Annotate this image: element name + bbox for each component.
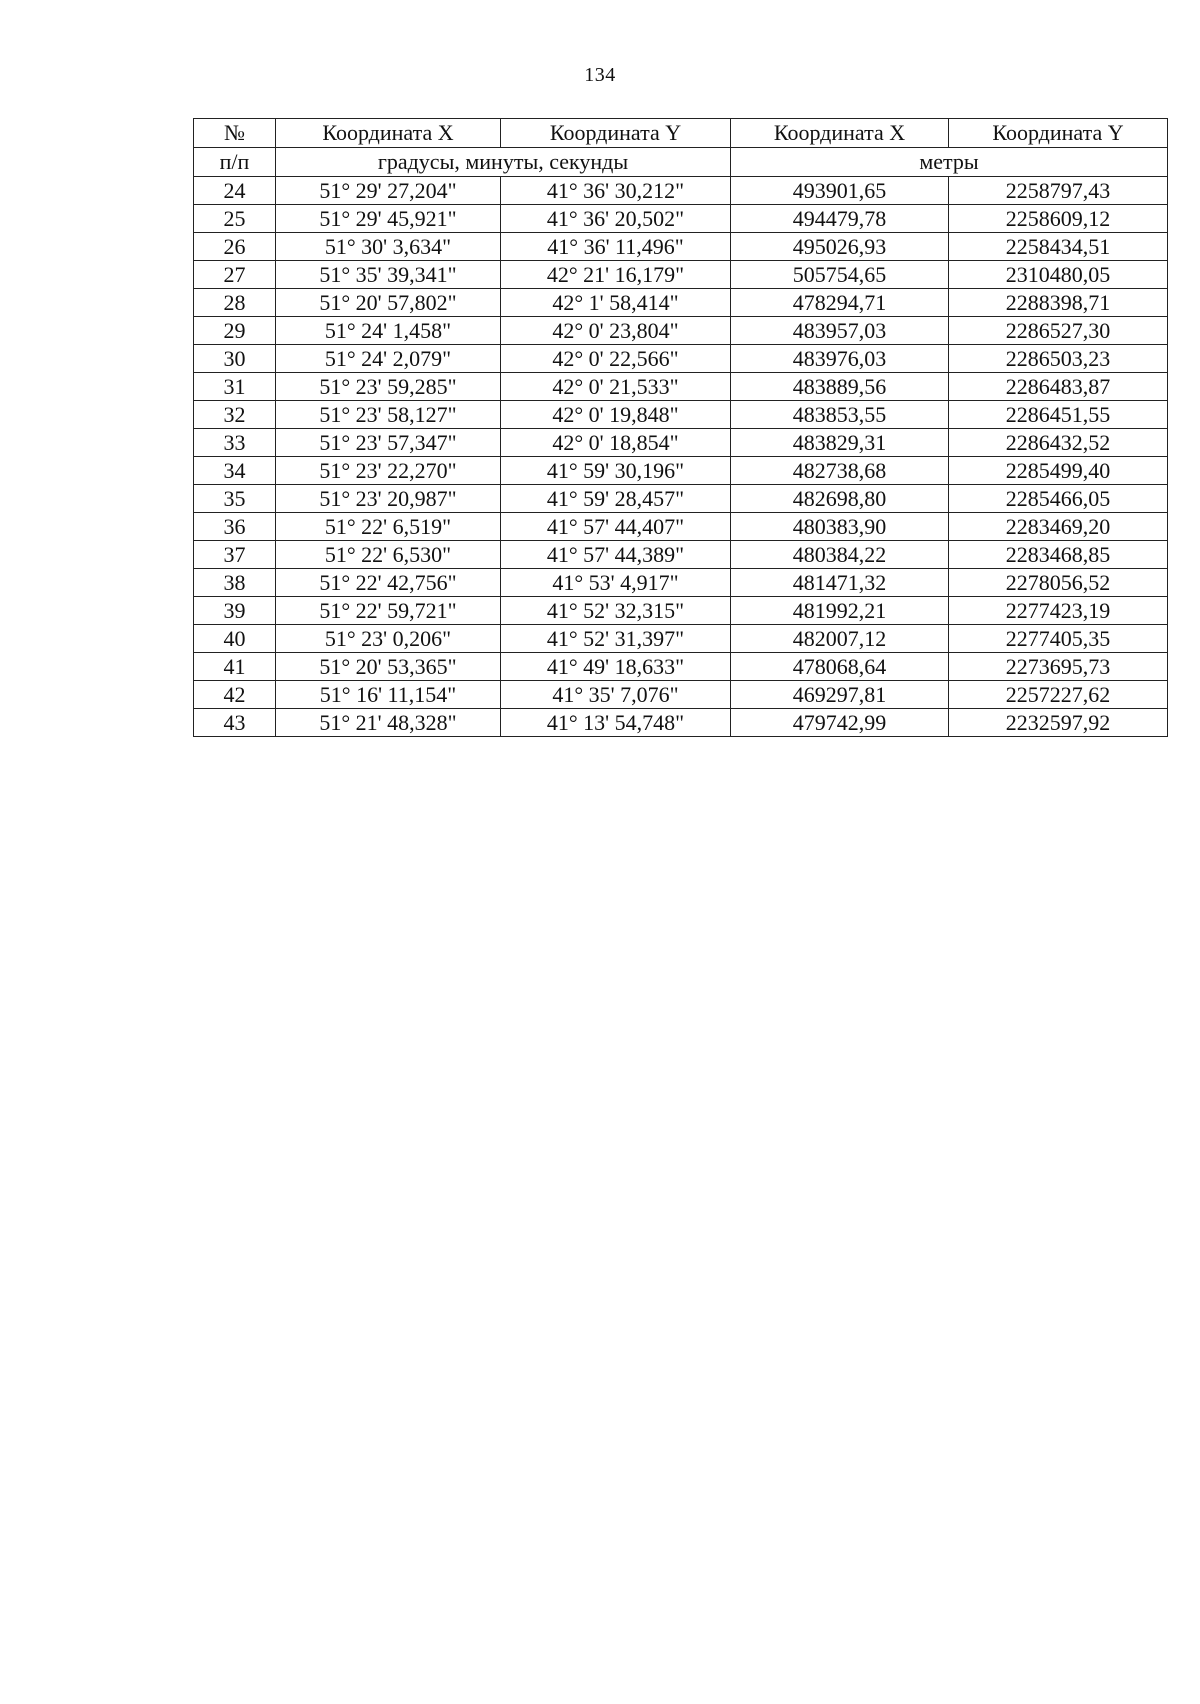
cell-number: 31 (194, 373, 276, 401)
cell-number: 27 (194, 261, 276, 289)
cell-longitude-dms: 41° 57' 44,389" (501, 541, 731, 569)
table-row (194, 373, 1168, 401)
cell-y-meters: 2283468,85 (949, 541, 1168, 569)
table-row (194, 261, 1168, 289)
cell-x-meters: 493901,65 (731, 177, 949, 205)
cell-number: 24 (194, 177, 276, 205)
cell-latitude-dms: 51° 22' 42,756" (276, 569, 501, 597)
cell-x-meters: 481471,32 (731, 569, 949, 597)
cell-number: 30 (194, 345, 276, 373)
table-row (194, 597, 1168, 625)
cell-longitude-dms: 41° 59' 28,457" (501, 485, 731, 513)
cell-latitude-dms: 51° 23' 0,206" (276, 625, 501, 653)
coordinates-table (193, 118, 1168, 737)
header-degrees-group: градусы, минуты, секунды (276, 148, 731, 177)
cell-y-meters: 2310480,05 (949, 261, 1168, 289)
cell-x-meters: 479742,99 (731, 709, 949, 737)
header-row-titles (194, 119, 1168, 148)
table-row (194, 513, 1168, 541)
cell-number: 26 (194, 233, 276, 261)
cell-x-meters: 478294,71 (731, 289, 949, 317)
cell-latitude-dms: 51° 35' 39,341" (276, 261, 501, 289)
header-number-sign: № (194, 119, 276, 148)
cell-latitude-dms: 51° 29' 45,921" (276, 205, 501, 233)
table-row (194, 233, 1168, 261)
cell-x-meters: 480384,22 (731, 541, 949, 569)
table-row (194, 345, 1168, 373)
cell-x-meters: 483957,03 (731, 317, 949, 345)
cell-number: 36 (194, 513, 276, 541)
cell-latitude-dms: 51° 20' 53,365" (276, 653, 501, 681)
cell-latitude-dms: 51° 16' 11,154" (276, 681, 501, 709)
cell-latitude-dms: 51° 23' 22,270" (276, 457, 501, 485)
cell-latitude-dms: 51° 22' 59,721" (276, 597, 501, 625)
table-row (194, 317, 1168, 345)
cell-y-meters: 2257227,62 (949, 681, 1168, 709)
header-coordinate-y-degrees: Координата Y (501, 119, 731, 148)
cell-latitude-dms: 51° 30' 3,634" (276, 233, 501, 261)
cell-latitude-dms: 51° 23' 57,347" (276, 429, 501, 457)
cell-number: 39 (194, 597, 276, 625)
cell-longitude-dms: 42° 0' 21,533" (501, 373, 731, 401)
table-row (194, 289, 1168, 317)
cell-x-meters: 495026,93 (731, 233, 949, 261)
cell-y-meters: 2286527,30 (949, 317, 1168, 345)
cell-y-meters: 2286483,87 (949, 373, 1168, 401)
cell-x-meters: 478068,64 (731, 653, 949, 681)
cell-number: 40 (194, 625, 276, 653)
cell-number: 34 (194, 457, 276, 485)
cell-x-meters: 482007,12 (731, 625, 949, 653)
cell-number: 41 (194, 653, 276, 681)
table-row (194, 401, 1168, 429)
table-row (194, 569, 1168, 597)
cell-longitude-dms: 41° 36' 30,212" (501, 177, 731, 205)
table-row (194, 681, 1168, 709)
cell-number: 37 (194, 541, 276, 569)
cell-latitude-dms: 51° 21' 48,328" (276, 709, 501, 737)
cell-x-meters: 469297,81 (731, 681, 949, 709)
header-coordinate-x-degrees: Координата X (276, 119, 501, 148)
table-row (194, 709, 1168, 737)
cell-number: 25 (194, 205, 276, 233)
header-meters-group: метры (731, 148, 1168, 177)
cell-x-meters: 505754,65 (731, 261, 949, 289)
table-row (194, 177, 1168, 205)
cell-number: 42 (194, 681, 276, 709)
cell-y-meters: 2273695,73 (949, 653, 1168, 681)
cell-longitude-dms: 42° 0' 23,804" (501, 317, 731, 345)
cell-latitude-dms: 51° 24' 2,079" (276, 345, 501, 373)
cell-y-meters: 2286451,55 (949, 401, 1168, 429)
cell-y-meters: 2283469,20 (949, 513, 1168, 541)
cell-longitude-dms: 41° 59' 30,196" (501, 457, 731, 485)
cell-longitude-dms: 41° 49' 18,633" (501, 653, 731, 681)
table-row (194, 457, 1168, 485)
cell-longitude-dms: 42° 1' 58,414" (501, 289, 731, 317)
cell-number: 29 (194, 317, 276, 345)
cell-longitude-dms: 41° 52' 32,315" (501, 597, 731, 625)
cell-number: 38 (194, 569, 276, 597)
header-coordinate-x-meters: Координата X (731, 119, 949, 148)
cell-x-meters: 494479,78 (731, 205, 949, 233)
cell-longitude-dms: 41° 13' 54,748" (501, 709, 731, 737)
cell-y-meters: 2232597,92 (949, 709, 1168, 737)
cell-latitude-dms: 51° 22' 6,530" (276, 541, 501, 569)
cell-latitude-dms: 51° 20' 57,802" (276, 289, 501, 317)
header-sequence-number: п/п (194, 148, 276, 177)
cell-y-meters: 2288398,71 (949, 289, 1168, 317)
cell-longitude-dms: 41° 52' 31,397" (501, 625, 731, 653)
header-coordinate-y-meters: Координата Y (949, 119, 1168, 148)
cell-x-meters: 482698,80 (731, 485, 949, 513)
table-body (194, 177, 1168, 737)
cell-y-meters: 2258797,43 (949, 177, 1168, 205)
cell-y-meters: 2278056,52 (949, 569, 1168, 597)
table-row (194, 625, 1168, 653)
cell-x-meters: 483853,55 (731, 401, 949, 429)
cell-y-meters: 2277423,19 (949, 597, 1168, 625)
cell-x-meters: 483976,03 (731, 345, 949, 373)
cell-number: 35 (194, 485, 276, 513)
cell-x-meters: 480383,90 (731, 513, 949, 541)
cell-x-meters: 483889,56 (731, 373, 949, 401)
cell-longitude-dms: 42° 0' 19,848" (501, 401, 731, 429)
cell-latitude-dms: 51° 24' 1,458" (276, 317, 501, 345)
cell-x-meters: 483829,31 (731, 429, 949, 457)
cell-longitude-dms: 41° 36' 20,502" (501, 205, 731, 233)
cell-y-meters: 2277405,35 (949, 625, 1168, 653)
cell-y-meters: 2286432,52 (949, 429, 1168, 457)
table-row (194, 429, 1168, 457)
cell-y-meters: 2285466,05 (949, 485, 1168, 513)
cell-x-meters: 482738,68 (731, 457, 949, 485)
cell-longitude-dms: 41° 53' 4,917" (501, 569, 731, 597)
cell-longitude-dms: 42° 0' 22,566" (501, 345, 731, 373)
cell-longitude-dms: 41° 35' 7,076" (501, 681, 731, 709)
cell-latitude-dms: 51° 22' 6,519" (276, 513, 501, 541)
page-number: 134 (584, 64, 616, 86)
cell-longitude-dms: 42° 0' 18,854" (501, 429, 731, 457)
cell-latitude-dms: 51° 23' 59,285" (276, 373, 501, 401)
cell-y-meters: 2258609,12 (949, 205, 1168, 233)
cell-longitude-dms: 41° 57' 44,407" (501, 513, 731, 541)
header-row-units (194, 148, 1168, 177)
cell-longitude-dms: 42° 21' 16,179" (501, 261, 731, 289)
table-row (194, 485, 1168, 513)
table-row (194, 541, 1168, 569)
table-row (194, 653, 1168, 681)
cell-latitude-dms: 51° 23' 58,127" (276, 401, 501, 429)
cell-number: 43 (194, 709, 276, 737)
cell-y-meters: 2258434,51 (949, 233, 1168, 261)
table-row (194, 205, 1168, 233)
cell-latitude-dms: 51° 23' 20,987" (276, 485, 501, 513)
cell-y-meters: 2285499,40 (949, 457, 1168, 485)
cell-longitude-dms: 41° 36' 11,496" (501, 233, 731, 261)
cell-number: 32 (194, 401, 276, 429)
cell-y-meters: 2286503,23 (949, 345, 1168, 373)
cell-number: 28 (194, 289, 276, 317)
cell-latitude-dms: 51° 29' 27,204" (276, 177, 501, 205)
cell-number: 33 (194, 429, 276, 457)
cell-x-meters: 481992,21 (731, 597, 949, 625)
